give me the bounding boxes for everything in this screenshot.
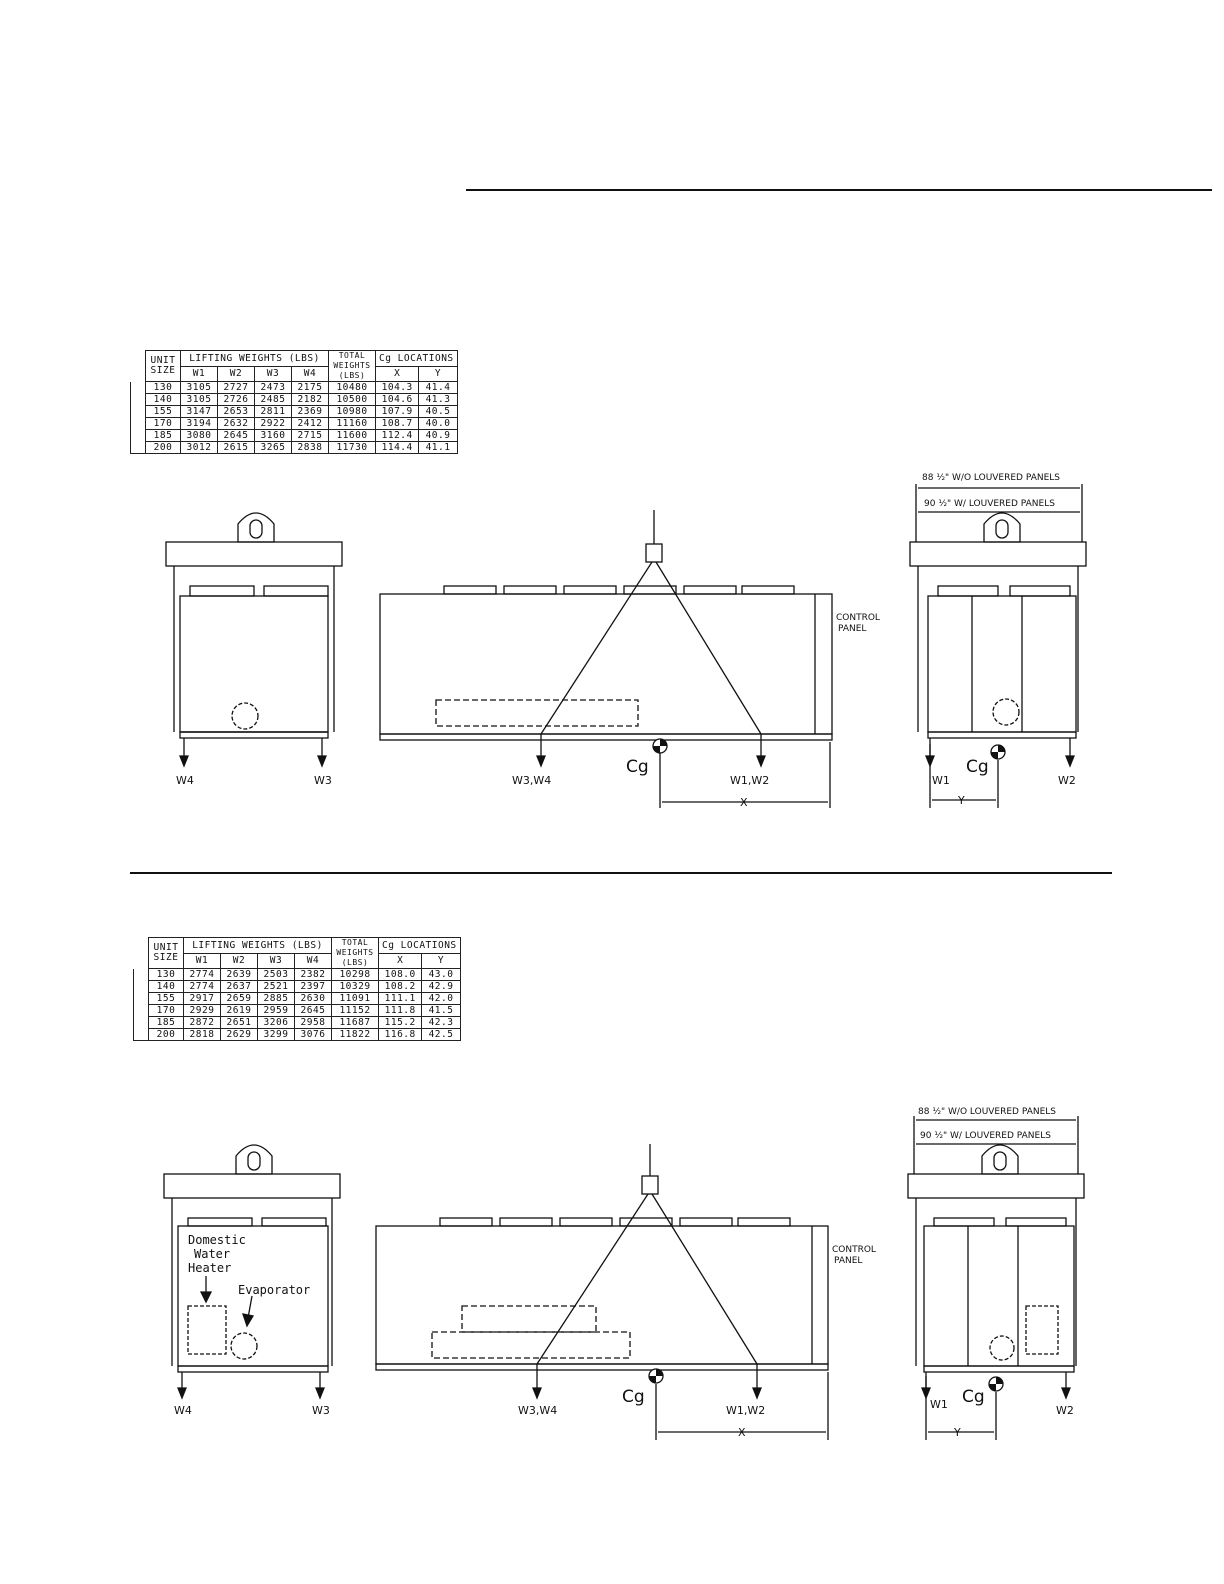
table-cell: 11600: [329, 430, 376, 442]
table-cell: 11730: [329, 442, 376, 454]
label-cg: Cg: [966, 757, 989, 777]
table-cell: 2473: [255, 382, 292, 394]
label-w1w2: W1,W2: [730, 774, 770, 787]
dim-without-louvers: 88 ½" W/O LOUVERED PANELS: [922, 473, 1061, 483]
table-row: [134, 993, 461, 1005]
label-w4: W4: [174, 1404, 192, 1417]
table-cell: 11160: [329, 418, 376, 430]
table-cell: 2726: [218, 394, 255, 406]
table-cell: 2958: [295, 1017, 332, 1029]
left-end-view: [166, 513, 342, 738]
cg-marker-icon: [989, 1377, 1003, 1391]
cg-locations-header: Cg LOCATIONS: [376, 351, 458, 367]
table-row: [131, 382, 458, 394]
table-cell: 104.3: [376, 382, 419, 394]
table-cell: 11091: [332, 993, 379, 1005]
table-cell: 10329: [332, 981, 379, 993]
table-cell: 3076: [295, 1029, 332, 1041]
domestic-water-heater-label: Heater: [188, 1261, 232, 1275]
table-cell: 2619: [221, 1005, 258, 1017]
table-cell: 2922: [255, 418, 292, 430]
table-cell: 170: [149, 1005, 184, 1017]
table-cell: 2774: [184, 981, 221, 993]
total-weights-header: TOTAL WEIGHTS (LBS): [332, 938, 379, 969]
table-row: [131, 406, 458, 418]
lifting-weights-table-1: [130, 350, 458, 454]
col-w4: W4: [292, 366, 329, 382]
label-x: X: [740, 796, 748, 809]
table-cell: 11822: [332, 1029, 379, 1041]
table-cell: 40.9: [419, 430, 457, 442]
control-panel-label: CONTROL: [832, 1245, 876, 1255]
label-y: Y: [958, 794, 965, 807]
table-cell: 108.2: [379, 981, 422, 993]
table-cell: 3160: [255, 430, 292, 442]
table-cell: 2412: [292, 418, 329, 430]
table-cell: 2929: [184, 1005, 221, 1017]
col-w3: W3: [255, 366, 292, 382]
table-row: [131, 394, 458, 406]
table-cell: 41.5: [422, 1005, 460, 1017]
table-cell: 11152: [332, 1005, 379, 1017]
label-w2: W2: [1058, 774, 1076, 787]
table-cell: 2653: [218, 406, 255, 418]
col-w1: W1: [181, 366, 218, 382]
table-cell: 2382: [295, 969, 332, 981]
table-cell: 185: [149, 1017, 184, 1029]
table-row: [134, 981, 461, 993]
col-w1: W1: [184, 953, 221, 969]
table-cell: 140: [149, 981, 184, 993]
col-x: X: [379, 953, 422, 969]
label-y: Y: [954, 1426, 961, 1439]
table-cell: 155: [146, 406, 181, 418]
table-cell: 2615: [218, 442, 255, 454]
dim-with-louvers: 90 ½" W/ LOUVERED PANELS: [924, 499, 1055, 509]
table-cell: 2182: [292, 394, 329, 406]
label-w1w2: W1,W2: [726, 1404, 766, 1417]
lifting-weights-header: LIFTING WEIGHTS (LBS): [184, 938, 332, 954]
table-cell: 10980: [329, 406, 376, 418]
table-cell: 2629: [221, 1029, 258, 1041]
table-cell: 42.9: [422, 981, 460, 993]
table-cell: 3105: [181, 382, 218, 394]
table-cell: 2630: [295, 993, 332, 1005]
table-cell: 2645: [295, 1005, 332, 1017]
table-cell: 2397: [295, 981, 332, 993]
table-cell: 2503: [258, 969, 295, 981]
table-cell: 10500: [329, 394, 376, 406]
table-cell: 11687: [332, 1017, 379, 1029]
table-cell: 41.3: [419, 394, 457, 406]
top-rule: [466, 189, 1212, 191]
table-row: [131, 418, 458, 430]
table-cell: 42.5: [422, 1029, 460, 1041]
unit-drawing-1: [0, 460, 1224, 820]
table-cell: 155: [149, 993, 184, 1005]
table-cell: 3105: [181, 394, 218, 406]
cg-marker-icon: [653, 739, 667, 753]
table-cell: 2774: [184, 969, 221, 981]
side-view: [376, 1144, 828, 1440]
label-w3w4: W3,W4: [512, 774, 552, 787]
table-cell: 2818: [184, 1029, 221, 1041]
table-cell: 2521: [258, 981, 295, 993]
table-cell: 108.7: [376, 418, 419, 430]
table-cell: 3206: [258, 1017, 295, 1029]
table-cell: 40.0: [419, 418, 457, 430]
domestic-water-heater-label: Water: [194, 1247, 231, 1261]
table-cell: 2485: [255, 394, 292, 406]
cg-marker-icon: [649, 1369, 663, 1383]
label-cg: Cg: [962, 1387, 985, 1407]
table-row: [134, 1017, 461, 1029]
total-weights-header: TOTAL WEIGHTS (LBS): [329, 351, 376, 382]
col-w2: W2: [218, 366, 255, 382]
table-cell: 200: [149, 1029, 184, 1041]
label-w1: W1: [932, 774, 950, 787]
label-w4: W4: [176, 774, 194, 787]
table-cell: 2175: [292, 382, 329, 394]
table-cell: 185: [146, 430, 181, 442]
table-cell: 116.8: [379, 1029, 422, 1041]
table-cell: 2715: [292, 430, 329, 442]
table-cell: 170: [146, 418, 181, 430]
evaporator-label: Evaporator: [238, 1283, 311, 1297]
table-cell: 2632: [218, 418, 255, 430]
table-cell: 10480: [329, 382, 376, 394]
table-cell: 140: [146, 394, 181, 406]
section-divider-rule: [130, 872, 1112, 874]
table-cell: 3299: [258, 1029, 295, 1041]
table-cell: 42.0: [422, 993, 460, 1005]
table-cell: 2727: [218, 382, 255, 394]
table-cell: 2659: [221, 993, 258, 1005]
table-cell: 2885: [258, 993, 295, 1005]
label-cg: Cg: [626, 757, 649, 777]
label-w3: W3: [314, 774, 332, 787]
col-w3: W3: [258, 953, 295, 969]
cg-locations-header: Cg LOCATIONS: [379, 938, 461, 954]
table-row: [134, 1029, 461, 1041]
label-w1: W1: [930, 1398, 948, 1411]
col-w2: W2: [221, 953, 258, 969]
col-y: Y: [422, 953, 460, 969]
table-cell: 200: [146, 442, 181, 454]
domestic-water-heater-label: Domestic: [188, 1233, 246, 1247]
table-cell: 2838: [292, 442, 329, 454]
table-cell: 3265: [255, 442, 292, 454]
table-cell: 107.9: [376, 406, 419, 418]
col-w4: W4: [295, 953, 332, 969]
label-w3: W3: [312, 1404, 330, 1417]
col-x: X: [376, 366, 419, 382]
table-cell: 41.4: [419, 382, 457, 394]
label-w2: W2: [1056, 1404, 1074, 1417]
label-x: X: [738, 1426, 746, 1439]
table-cell: 2639: [221, 969, 258, 981]
dim-without-louvers: 88 ½" W/O LOUVERED PANELS: [918, 1107, 1057, 1117]
side-view: [380, 510, 832, 808]
unit-size-header: UNIT SIZE: [149, 938, 184, 969]
unit-drawing-2: [0, 1096, 1224, 1456]
col-y: Y: [419, 366, 457, 382]
control-panel-label: PANEL: [838, 624, 867, 634]
lifting-weights-table-2: [133, 937, 461, 1041]
table-row: [131, 442, 458, 454]
table-cell: 2637: [221, 981, 258, 993]
table-cell: 130: [146, 382, 181, 394]
table-cell: 114.4: [376, 442, 419, 454]
table-cell: 2651: [221, 1017, 258, 1029]
table-cell: 3012: [181, 442, 218, 454]
table-cell: 3080: [181, 430, 218, 442]
table-cell: 2872: [184, 1017, 221, 1029]
table-cell: 111.1: [379, 993, 422, 1005]
table-cell: 40.5: [419, 406, 457, 418]
left-end-view: [164, 1145, 340, 1372]
table-cell: 3147: [181, 406, 218, 418]
table-cell: 41.1: [419, 442, 457, 454]
table-cell: 42.3: [422, 1017, 460, 1029]
dim-with-louvers: 90 ½" W/ LOUVERED PANELS: [920, 1131, 1051, 1141]
label-w3w4: W3,W4: [518, 1404, 558, 1417]
table-cell: 112.4: [376, 430, 419, 442]
control-panel-label: CONTROL: [836, 613, 880, 623]
table-cell: 108.0: [379, 969, 422, 981]
table-cell: 2959: [258, 1005, 295, 1017]
lifting-weights-header: LIFTING WEIGHTS (LBS): [181, 351, 329, 367]
table-cell: 104.6: [376, 394, 419, 406]
cg-marker-icon: [991, 745, 1005, 759]
table-cell: 2811: [255, 406, 292, 418]
table-cell: 10298: [332, 969, 379, 981]
table-cell: 2369: [292, 406, 329, 418]
table-cell: 115.2: [379, 1017, 422, 1029]
table-cell: 2645: [218, 430, 255, 442]
label-cg: Cg: [622, 1387, 645, 1407]
table-cell: 130: [149, 969, 184, 981]
table-cell: 3194: [181, 418, 218, 430]
table-row: [134, 969, 461, 981]
table-row: [131, 430, 458, 442]
control-panel-label: PANEL: [834, 1256, 863, 1266]
table-cell: 43.0: [422, 969, 460, 981]
table-row: [134, 1005, 461, 1017]
table-cell: 2917: [184, 993, 221, 1005]
unit-size-header: UNIT SIZE: [146, 351, 181, 382]
table-cell: 111.8: [379, 1005, 422, 1017]
